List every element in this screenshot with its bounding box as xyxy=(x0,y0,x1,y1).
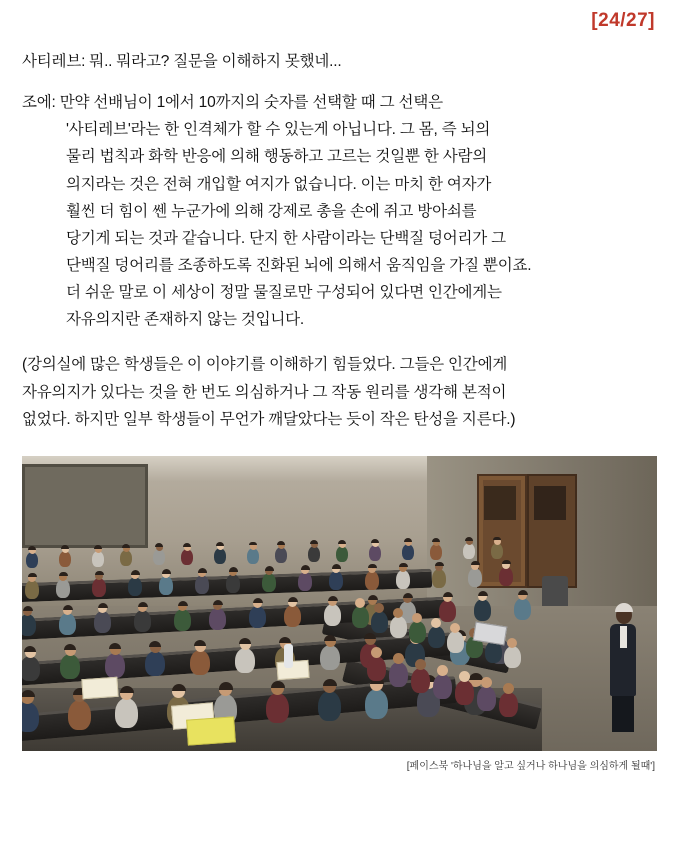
notebook xyxy=(186,716,236,745)
student-hair xyxy=(465,537,473,541)
student-hair xyxy=(443,592,453,597)
student-body xyxy=(120,550,132,566)
student-hair xyxy=(469,673,483,680)
student-body xyxy=(428,626,445,648)
student-head xyxy=(415,659,426,670)
student-head xyxy=(355,598,365,608)
dialogue-line: 훨씬 더 힘이 쎈 누군가에 의해 강제로 총을 손에 쥐고 방아쇠를 xyxy=(66,202,477,220)
student-body xyxy=(94,611,111,633)
student-body xyxy=(284,605,301,627)
student-hair xyxy=(219,682,233,689)
student-body xyxy=(411,668,430,693)
student-hair xyxy=(371,539,379,543)
student-body xyxy=(214,548,226,564)
student-hair xyxy=(310,540,318,544)
student-body xyxy=(389,662,408,687)
student-body xyxy=(25,580,39,599)
student-hair xyxy=(478,591,488,596)
student-hair xyxy=(368,564,377,568)
student-hair xyxy=(98,603,108,608)
student-hair xyxy=(301,565,310,569)
student-hair xyxy=(399,563,408,567)
student-hair xyxy=(94,545,102,549)
student-hair xyxy=(435,562,444,566)
student-body xyxy=(468,568,482,587)
student-hair xyxy=(239,638,251,644)
dialogue-line: 단백질 덩어리를 조종하도록 진화된 뇌에 의해서 움직임을 가질 뿐이죠. xyxy=(66,256,532,274)
student-head xyxy=(507,638,517,648)
student-hair xyxy=(216,542,224,546)
student-body xyxy=(447,631,464,653)
student-hair xyxy=(229,567,238,571)
paper-sheet xyxy=(81,677,118,699)
student-head xyxy=(371,647,382,658)
student-body xyxy=(369,545,381,561)
student-hair xyxy=(63,605,73,610)
student-hair xyxy=(324,635,336,641)
student-body xyxy=(105,653,125,678)
student-body xyxy=(235,648,255,673)
student-body xyxy=(68,700,91,730)
dialogue-line: 의지라는 것은 전혀 개입할 여지가 없습니다. 이는 마치 한 여자가 xyxy=(66,175,492,193)
student-hair xyxy=(155,543,163,547)
student-hair xyxy=(95,571,104,575)
student-body xyxy=(59,613,76,635)
dialogue-line: '사티레브'라는 한 인격체가 할 수 있는게 아닙니다. 그 몸, 즉 뇌의 xyxy=(66,121,491,139)
student-body xyxy=(329,571,343,590)
student-body xyxy=(463,543,475,559)
professor-shirt xyxy=(620,626,627,648)
dialogue-line: 사티레브: 뭐.. 뭐라고? 질문을 이해하지 못했네... xyxy=(22,53,342,70)
student-head xyxy=(412,613,422,623)
student-body xyxy=(371,611,388,633)
door-window xyxy=(534,486,566,520)
student-body xyxy=(352,606,369,628)
student-body xyxy=(409,621,426,643)
lecture-hall-photo xyxy=(22,456,657,751)
student-hair xyxy=(149,641,161,647)
student-body xyxy=(174,609,191,631)
student-body xyxy=(430,544,442,560)
student-body xyxy=(499,567,513,586)
dialogue-line: 더 쉬운 말로 이 세상이 정말 물질로만 구성되어 있다면 인간에게는 xyxy=(66,284,502,301)
student-body xyxy=(367,656,386,681)
student-hair xyxy=(28,573,37,577)
student-hair xyxy=(518,590,528,595)
student-body xyxy=(22,614,36,636)
student-body xyxy=(56,579,70,598)
student-hair xyxy=(213,600,223,605)
student-hair xyxy=(271,681,285,688)
student-hair xyxy=(131,570,140,574)
student-hair xyxy=(138,602,148,607)
dialogue-line: 당기게 되는 것과 같습니다. 단지 한 사람이라는 단백질 덩어리가 그 xyxy=(66,229,506,247)
narration-line: 자유의지가 있다는 것을 한 번도 의심하거나 그 작동 원리를 생각해 본적이 xyxy=(22,383,507,401)
speech-block-zoe xyxy=(22,89,657,333)
student-hair xyxy=(120,686,134,693)
student-hair xyxy=(23,606,33,611)
student-head xyxy=(450,623,460,633)
student-body xyxy=(209,608,226,630)
narration-line: 없었다. 하지만 일부 학생들이 무언가 깨달았다는 듯이 작은 탄성을 지른다.) xyxy=(22,411,516,429)
student-body xyxy=(477,686,496,711)
student-body xyxy=(22,656,40,681)
student-body xyxy=(455,680,474,705)
student-hair xyxy=(172,684,186,691)
student-hair xyxy=(328,596,338,601)
student-hair xyxy=(183,543,191,547)
student-hair xyxy=(332,564,341,568)
student-body xyxy=(318,691,341,721)
student-hair xyxy=(265,566,274,570)
student-hair xyxy=(253,598,263,603)
student-hair xyxy=(64,644,76,650)
student-body xyxy=(262,573,276,592)
student-hair xyxy=(28,546,36,550)
student-body xyxy=(60,654,80,679)
student-hair xyxy=(502,560,511,564)
student-body xyxy=(128,577,142,596)
door-window xyxy=(484,486,516,520)
student-body xyxy=(266,693,289,723)
student-hair xyxy=(277,541,285,545)
dialogue-line: 조에: 만약 선배님이 1에서 10까지의 숫자를 선택할 때 그 선택은 xyxy=(22,94,443,112)
student-body xyxy=(499,692,518,717)
student-body xyxy=(226,574,240,593)
student-body xyxy=(145,651,165,676)
projector-screen xyxy=(22,464,148,548)
student-head xyxy=(431,618,441,628)
student-body xyxy=(514,598,531,620)
student-head xyxy=(393,608,403,618)
student-body xyxy=(439,600,456,622)
student-body xyxy=(365,689,388,719)
student-hair xyxy=(493,537,501,541)
speech-block-satirev xyxy=(22,48,657,75)
water-bottle xyxy=(284,644,293,668)
dialogue-line: 자유의지란 존재하지 않는 것입니다. xyxy=(66,311,305,329)
student-hair xyxy=(178,601,188,606)
student-body xyxy=(275,547,287,563)
student-head xyxy=(503,683,514,694)
student-hair xyxy=(162,569,171,573)
student-hair xyxy=(61,545,69,549)
student-hair xyxy=(403,593,413,598)
student-hair xyxy=(198,568,207,572)
student-body xyxy=(134,610,151,632)
student-body xyxy=(491,543,503,559)
student-hair xyxy=(249,542,257,546)
student-body xyxy=(26,552,38,568)
narration-block xyxy=(22,351,657,434)
student-hair xyxy=(338,540,346,544)
photo-caption: [페이스북 '하나님을 알고 싶거나 하나님을 의심하게 될때'] xyxy=(406,760,655,772)
student-body xyxy=(433,674,452,699)
student-body xyxy=(159,576,173,595)
student-hair xyxy=(432,538,440,542)
student-body xyxy=(115,698,138,728)
student-body xyxy=(308,546,320,562)
student-body xyxy=(390,616,407,638)
student-hair xyxy=(364,633,376,639)
paper-sheet xyxy=(276,660,309,680)
student-body xyxy=(320,645,340,670)
student-hair xyxy=(471,561,480,565)
student-head xyxy=(459,671,470,682)
student-body xyxy=(92,551,104,567)
student-hair xyxy=(24,646,36,652)
student-body xyxy=(474,599,491,621)
page-counter: [24/27] xyxy=(591,10,655,31)
student-body xyxy=(298,572,312,591)
student-hair xyxy=(323,679,337,686)
student-head xyxy=(393,653,404,664)
dialogue-line: 물리 법칙과 화학 반응에 의해 행동하고 고르는 것일뿐 한 사람의 xyxy=(66,148,488,166)
student-body xyxy=(504,646,521,668)
student-body xyxy=(396,570,410,589)
student-hair xyxy=(22,690,35,697)
student-body xyxy=(336,546,348,562)
student-body xyxy=(432,569,446,588)
student-body xyxy=(59,551,71,567)
student-body xyxy=(195,575,209,594)
student-head xyxy=(481,677,492,688)
student-body xyxy=(92,578,106,597)
student-body xyxy=(324,604,341,626)
student-hair xyxy=(122,544,130,548)
student-body xyxy=(153,549,165,565)
student-hair xyxy=(368,595,378,600)
student-body xyxy=(402,544,414,560)
student-body xyxy=(365,571,379,590)
student-head xyxy=(374,603,384,613)
student-hair xyxy=(288,597,298,602)
professor-legs xyxy=(612,692,634,732)
student-hair xyxy=(59,572,68,576)
student-body xyxy=(249,606,266,628)
student-body xyxy=(190,650,210,675)
narration-line: (강의실에 많은 학생들은 이 이야기를 이해하기 힘들었다. 그들은 인간에게 xyxy=(22,356,508,374)
student-hair xyxy=(109,643,121,649)
student-body xyxy=(247,548,259,564)
student-hair xyxy=(404,538,412,542)
student-head xyxy=(437,665,448,676)
student-body xyxy=(181,549,193,565)
